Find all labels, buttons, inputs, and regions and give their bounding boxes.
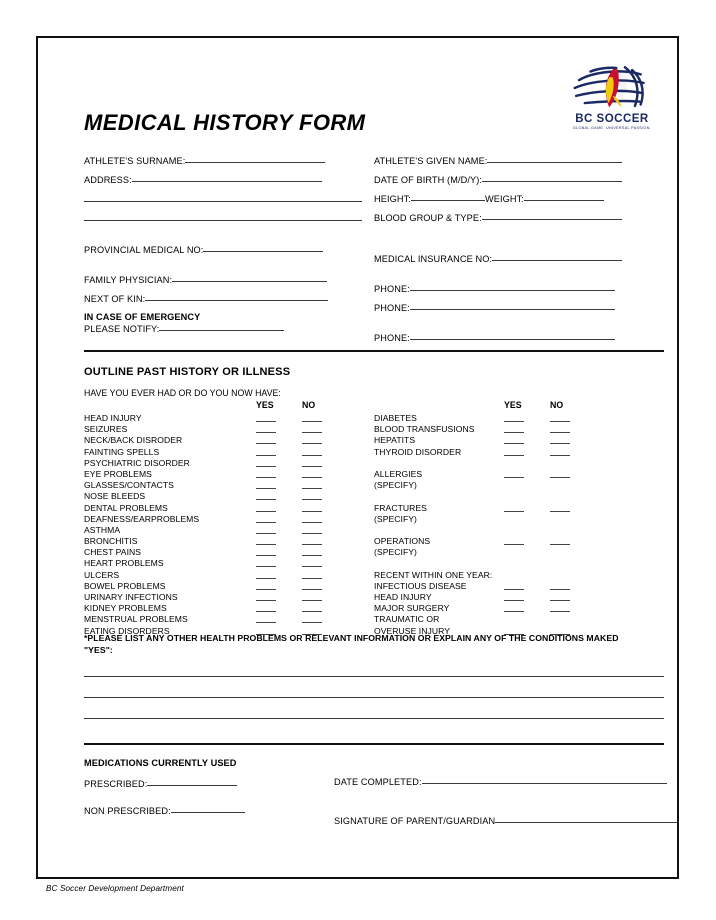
condition-row [84, 603, 334, 614]
condition-label: URINARY INFECTIONS [84, 592, 178, 602]
medications-section [84, 757, 664, 827]
field-blood-group-type[interactable] [374, 211, 664, 230]
condition-row [84, 558, 334, 569]
condition-no-blank[interactable] [550, 600, 570, 601]
field-provincial-medical-no[interactable] [84, 243, 362, 262]
field-label: DATE OF BIRTH (M/D/Y): [374, 175, 483, 185]
condition-no-blank[interactable] [302, 421, 322, 422]
condition-label: FAINTING SPELLS [84, 446, 160, 457]
field-label: ATHLETE'S SURNAME: [84, 156, 186, 166]
history-question: HAVE YOU EVER HAD OR DO YOU NOW HAVE: [84, 388, 281, 398]
condition-label: ALLERGIES [374, 468, 423, 479]
field-label: BLOOD GROUP & TYPE: [374, 213, 482, 223]
medications-right [334, 775, 664, 833]
condition-yes-blank[interactable] [504, 589, 524, 590]
condition-no-blank[interactable] [550, 634, 570, 635]
notes-write-line[interactable] [84, 676, 664, 677]
condition-yes-blank[interactable] [256, 600, 276, 601]
field-label: SIGNATURE OF PARENT/GUARDIAN [334, 816, 496, 826]
field-label: MEDICAL INSURANCE NO: [374, 254, 493, 264]
condition-row [374, 603, 624, 614]
condition-no-blank[interactable] [302, 566, 322, 567]
condition-label: NECK/BACK DISRODER [84, 435, 183, 446]
yes-no-header-right [374, 400, 624, 413]
condition-yes-blank[interactable] [256, 455, 276, 456]
condition-row [84, 413, 334, 424]
emergency-heading-label: IN CASE OF EMERGENCY [84, 312, 201, 322]
conditions-right-column [374, 400, 624, 637]
condition-row [374, 469, 624, 480]
conditions-left-column [84, 400, 334, 637]
field-input-rule[interactable] [410, 282, 615, 291]
condition-label: ULCERS [84, 569, 120, 580]
condition-yes-blank[interactable] [256, 622, 276, 623]
field-label: ADDRESS: [84, 175, 132, 185]
footer-department: BC Soccer Development Department [46, 884, 184, 893]
condition-yes-blank[interactable] [504, 443, 524, 444]
condition-label: MENSTRUAL PROBLEMS [84, 614, 188, 625]
condition-yes-blank[interactable] [256, 578, 276, 579]
field-label: NON PRESCRIBED: [84, 806, 171, 816]
condition-row [374, 614, 624, 625]
condition-yes-blank[interactable] [256, 466, 276, 467]
field-family-physician[interactable] [84, 273, 362, 292]
condition-label: PSYCHIATRIC DISORDER [84, 457, 190, 468]
divider-bottom [84, 743, 664, 745]
field-input-rule[interactable] [132, 173, 322, 182]
field-label: DATE COMPLETED: [334, 777, 422, 787]
condition-label: OVERUSE INJURY [374, 625, 450, 636]
condition-label: FRACTURES [374, 502, 427, 513]
condition-row [84, 592, 334, 603]
condition-row [84, 480, 334, 491]
field-phone-1[interactable] [374, 282, 664, 301]
condition-yes-blank[interactable] [504, 455, 524, 456]
field-input-rule[interactable] [145, 292, 328, 301]
condition-no-blank[interactable] [550, 455, 570, 456]
field-address-line-2[interactable] [84, 192, 362, 211]
condition-yes-blank[interactable] [504, 477, 524, 478]
field-input-rule[interactable] [147, 777, 237, 786]
identity-left-column [84, 154, 362, 341]
condition-no-blank[interactable] [302, 499, 322, 500]
condition-no-blank[interactable] [302, 600, 322, 601]
condition-no-blank[interactable] [302, 488, 322, 489]
condition-yes-blank[interactable] [256, 544, 276, 545]
field-label: PHONE: [374, 284, 410, 294]
section-title-history: OUTLINE PAST HISTORY OR ILLNESS [84, 366, 291, 378]
field-label: FAMILY PHYSICIAN: [84, 275, 173, 285]
condition-no-blank[interactable] [302, 634, 322, 635]
condition-label: HEPATITS [374, 435, 416, 446]
field-input-rule[interactable] [171, 804, 245, 813]
condition-no-blank[interactable] [302, 578, 322, 579]
identity-right-column [374, 154, 664, 350]
condition-yes-blank[interactable] [504, 611, 524, 612]
condition-row [84, 525, 334, 536]
condition-yes-blank[interactable] [256, 443, 276, 444]
field-input-rule[interactable] [410, 301, 615, 310]
condition-row [374, 447, 624, 458]
condition-yes-blank[interactable] [504, 432, 524, 433]
field-input-rule[interactable] [84, 220, 362, 221]
condition-no-blank[interactable] [302, 544, 322, 545]
condition-yes-blank[interactable] [256, 421, 276, 422]
condition-yes-blank[interactable] [256, 522, 276, 523]
field-medical-insurance-no[interactable] [374, 252, 664, 271]
condition-row [84, 514, 334, 525]
condition-yes-blank[interactable] [256, 488, 276, 489]
field-athlete-surname[interactable] [84, 154, 362, 173]
condition-label: DIABETES [374, 413, 417, 423]
condition-row [374, 570, 624, 581]
condition-row [374, 435, 624, 446]
notes-write-area [84, 676, 664, 719]
field-emergency-notify[interactable] [84, 322, 362, 341]
condition-label: HEAD INJURY [84, 413, 142, 423]
condition-yes-blank[interactable] [504, 634, 524, 635]
condition-label: EATING DISORDERS [84, 625, 170, 636]
notes-write-line[interactable] [84, 718, 664, 719]
condition-row [84, 626, 334, 637]
condition-yes-blank[interactable] [256, 634, 276, 635]
condition-yes-blank[interactable] [256, 611, 276, 612]
field-input-rule[interactable] [422, 775, 667, 784]
form-content [84, 58, 664, 827]
condition-no-blank[interactable] [302, 466, 322, 467]
logo-tagline: GLOBAL GAME. UNIVERSAL PASSION. [572, 126, 652, 130]
condition-label: OPERATIONS [374, 536, 431, 547]
field-input-rule[interactable] [482, 211, 622, 220]
notes-instruction-line-2: "YES": [84, 645, 113, 655]
condition-label: KIDNEY PROBLEMS [84, 603, 167, 614]
condition-no-blank[interactable] [302, 522, 322, 523]
condition-label: RECENT WITHIN ONE YEAR: [374, 569, 493, 580]
field-address-line-3[interactable] [84, 211, 362, 230]
condition-row [374, 592, 624, 603]
condition-no-blank[interactable] [550, 511, 570, 512]
logo-wordmark: BC SOCCER [575, 113, 649, 125]
condition-row [84, 424, 334, 435]
condition-label: TRAUMATIC OR [374, 614, 440, 625]
condition-no-blank[interactable] [302, 511, 322, 512]
field-input-rule[interactable] [492, 252, 622, 261]
condition-label: SEIZURES [84, 424, 128, 435]
field-next-of-kin[interactable] [84, 292, 362, 311]
bc-soccer-logo [564, 64, 660, 130]
field-date-of-birth[interactable] [374, 173, 664, 192]
condition-label: THYROID DISORDER [374, 446, 462, 457]
condition-row [374, 413, 624, 424]
condition-row [374, 547, 624, 558]
medications-heading [84, 757, 334, 777]
field-label: NEXT OF KIN: [84, 294, 146, 304]
condition-no-blank[interactable] [550, 589, 570, 590]
condition-no-blank[interactable] [302, 443, 322, 444]
condition-row [374, 458, 624, 469]
bc-soccer-logo-icon [569, 64, 655, 112]
condition-row [84, 447, 334, 458]
field-label: PHONE: [374, 333, 410, 343]
condition-label: HEART PROBLEMS [84, 558, 164, 569]
condition-no-blank[interactable] [550, 477, 570, 478]
field-input-rule[interactable] [159, 322, 284, 331]
field-non-prescribed[interactable] [84, 804, 334, 823]
yes-header: YES [504, 400, 522, 410]
condition-row [84, 547, 334, 558]
condition-no-blank[interactable] [302, 622, 322, 623]
condition-row [84, 503, 334, 514]
no-header: NO [550, 400, 564, 410]
condition-row [374, 626, 624, 637]
condition-row [374, 581, 624, 592]
condition-yes-blank[interactable] [504, 544, 524, 545]
field-input-rule[interactable] [487, 154, 622, 163]
yes-no-header-left [84, 400, 334, 413]
condition-row [84, 491, 334, 502]
medications-left [84, 757, 334, 823]
condition-yes-blank[interactable] [256, 589, 276, 590]
medications-heading-label: MEDICATIONS CURRENTLY USED [84, 758, 237, 768]
condition-label: DENTAL PROBLEMS [84, 502, 168, 513]
field-label: PHONE: [374, 303, 410, 313]
field-phone-2[interactable] [374, 301, 664, 320]
condition-row [84, 581, 334, 592]
field-address[interactable] [84, 173, 362, 192]
field-input-rule[interactable] [410, 331, 615, 340]
condition-label: HEAD INJURY [374, 592, 432, 602]
condition-no-blank[interactable] [302, 477, 322, 478]
condition-label: DEAFNESS/EARPROBLEMS [84, 513, 200, 524]
condition-row [374, 536, 624, 547]
no-header: NO [302, 400, 316, 410]
condition-label: INFECTIOUS DISEASE [374, 580, 467, 591]
field-input-rule[interactable] [203, 243, 323, 252]
condition-label: CHEST PAINS [84, 547, 142, 558]
field-signature-parent-guardian[interactable] [334, 814, 664, 833]
condition-row [84, 458, 334, 469]
condition-row [374, 525, 624, 536]
condition-label: NOSE BLEEDS [84, 491, 146, 502]
field-label: ATHLETE'S GIVEN NAME: [374, 156, 488, 166]
form-sheet [36, 36, 679, 879]
condition-no-blank[interactable] [550, 432, 570, 433]
emergency-heading [84, 311, 362, 322]
divider-top [84, 350, 664, 352]
field-label-weight: WEIGHT: [484, 194, 524, 204]
field-athlete-given-name[interactable] [374, 154, 664, 173]
condition-no-blank[interactable] [302, 432, 322, 433]
field-input-rule[interactable] [84, 201, 362, 202]
condition-row [84, 570, 334, 581]
field-phone-3[interactable] [374, 331, 664, 350]
notes-write-line[interactable] [84, 697, 664, 698]
condition-label: BLOOD TRANSFUSIONS [374, 424, 475, 435]
condition-row [374, 480, 624, 491]
condition-yes-blank[interactable] [256, 511, 276, 512]
field-input-rule[interactable] [495, 814, 677, 823]
condition-no-blank[interactable] [550, 544, 570, 545]
condition-yes-blank[interactable] [256, 555, 276, 556]
field-input-rule[interactable] [482, 173, 622, 182]
condition-yes-blank[interactable] [256, 533, 276, 534]
field-input-rule[interactable] [185, 154, 325, 163]
condition-row [84, 536, 334, 547]
condition-label: (SPECIFY) [374, 513, 417, 524]
condition-no-blank[interactable] [302, 589, 322, 590]
condition-yes-blank[interactable] [256, 477, 276, 478]
condition-label: (SPECIFY) [374, 547, 417, 558]
condition-label: BRONCHITIS [84, 536, 138, 547]
condition-no-blank[interactable] [550, 443, 570, 444]
condition-label: BOWEL PROBLEMS [84, 580, 166, 591]
identity-fields [84, 154, 664, 343]
condition-yes-blank[interactable] [504, 421, 524, 422]
condition-row [374, 558, 624, 569]
condition-yes-blank[interactable] [504, 600, 524, 601]
condition-label: EYE PROBLEMS [84, 468, 152, 479]
height-input-rule[interactable] [411, 192, 485, 201]
condition-yes-blank[interactable] [256, 499, 276, 500]
field-label-height: HEIGHT: [374, 194, 411, 204]
field-label: PRESCRIBED: [84, 779, 148, 789]
field-input-rule[interactable] [172, 273, 327, 282]
condition-row [84, 614, 334, 625]
condition-yes-blank[interactable] [256, 566, 276, 567]
condition-label: MAJOR SURGERY [374, 603, 450, 614]
field-label: PROVINCIAL MEDICAL NO: [84, 245, 204, 255]
condition-yes-blank[interactable] [256, 432, 276, 433]
yes-header: YES [256, 400, 274, 410]
condition-row [374, 424, 624, 435]
page-title: MEDICAL HISTORY FORM [84, 110, 366, 135]
condition-no-blank[interactable] [302, 555, 322, 556]
field-prescribed[interactable] [84, 777, 334, 796]
condition-label: (SPECIFY) [374, 480, 417, 491]
condition-row [84, 435, 334, 446]
field-date-completed[interactable] [334, 775, 664, 794]
field-label: PLEASE NOTIFY: [84, 324, 160, 334]
condition-row [374, 514, 624, 525]
condition-no-blank[interactable] [302, 455, 322, 456]
condition-label: ASTHMA [84, 524, 121, 535]
condition-row [84, 469, 334, 480]
notes-instruction-line-1: *PLEASE LIST ANY OTHER HEALTH PROBLEMS OR RELEVANT INFORMATION OR EXPLAIN ANY OF THE CONDITIONS MAKED [84, 633, 619, 643]
condition-no-blank[interactable] [302, 533, 322, 534]
condition-no-blank[interactable] [550, 421, 570, 422]
field-height-weight[interactable] [374, 192, 664, 211]
condition-row [374, 503, 624, 514]
condition-row [374, 491, 624, 502]
condition-label: GLASSES/CONTACTS [84, 480, 174, 491]
conditions-grid [84, 400, 664, 636]
condition-no-blank[interactable] [302, 611, 322, 612]
condition-yes-blank[interactable] [504, 511, 524, 512]
condition-no-blank[interactable] [550, 611, 570, 612]
weight-input-rule[interactable] [524, 192, 604, 201]
